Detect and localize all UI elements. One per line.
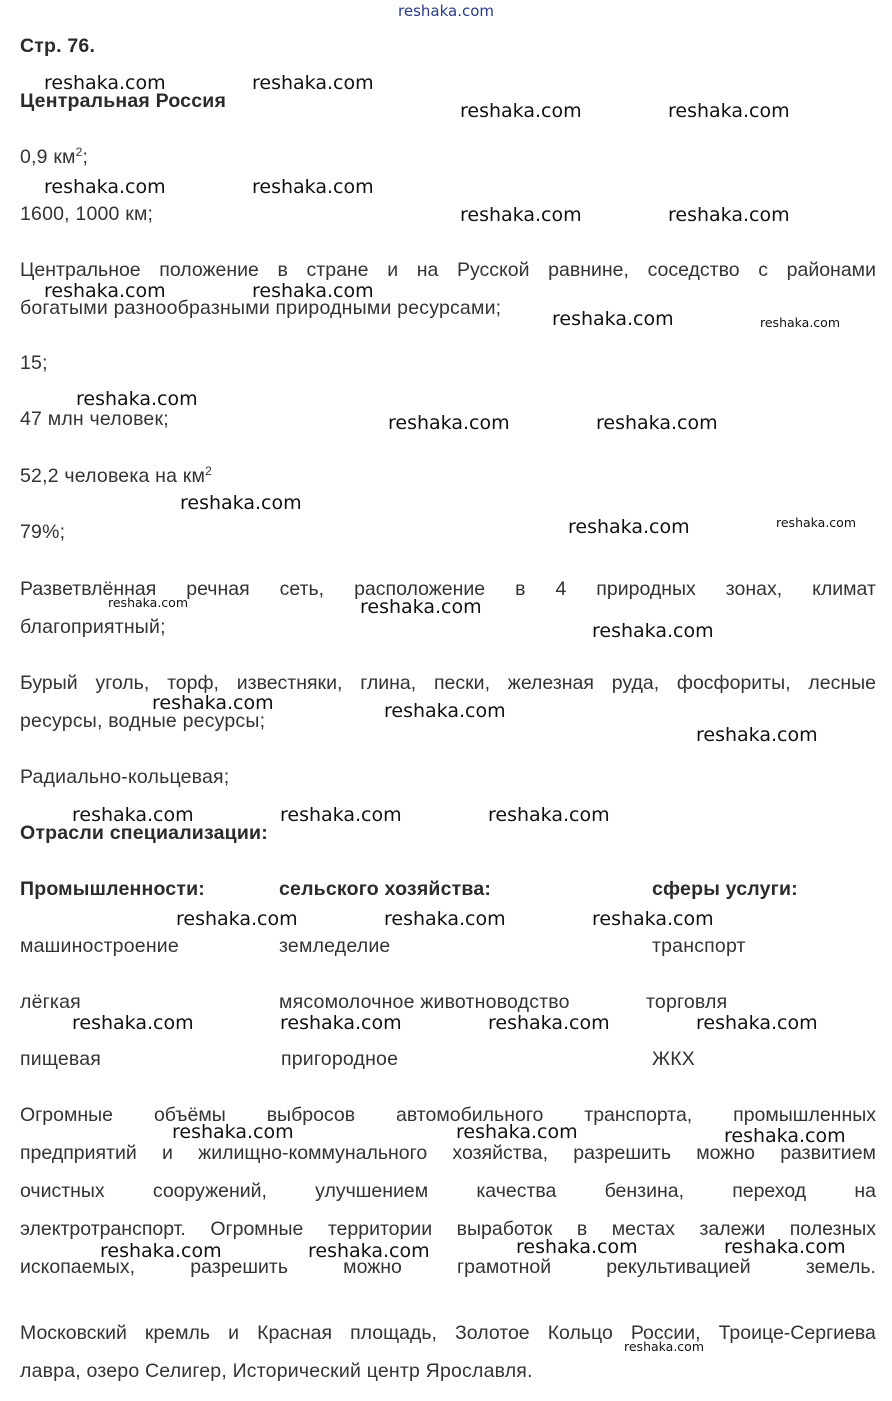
- watermark: reshaka.com: [252, 72, 374, 94]
- word: автомобильного: [396, 1104, 544, 1126]
- watermark-small: reshaka.com: [108, 595, 188, 610]
- area-sup: 2: [75, 145, 83, 159]
- word: известняки,: [236, 672, 343, 694]
- word: сооружений,: [152, 1180, 267, 1202]
- header-site-link[interactable]: reshaka.com: [398, 2, 494, 20]
- watermark: reshaka.com: [172, 1121, 294, 1143]
- watermark: reshaka.com: [724, 1236, 846, 1258]
- watermark-small: reshaka.com: [760, 315, 840, 330]
- watermark: reshaka.com: [280, 1012, 402, 1034]
- watermark: reshaka.com: [460, 100, 582, 122]
- word: торф,: [167, 672, 219, 694]
- position-line-2: богатыми разнообразными природными ресурсами;: [20, 297, 502, 319]
- watermark: reshaka.com: [360, 596, 482, 618]
- watermark: reshaka.com: [180, 492, 302, 514]
- watermark: reshaka.com: [552, 308, 674, 330]
- watermark: reshaka.com: [516, 1236, 638, 1258]
- attractions-line-1: [20, 1322, 876, 1344]
- word: электротранспорт.: [20, 1218, 186, 1240]
- word: на: [854, 1180, 876, 1202]
- word: разрешить: [190, 1256, 288, 1278]
- watermark: reshaka.com: [384, 700, 506, 722]
- word: стране: [306, 259, 369, 281]
- word: Золотое: [455, 1322, 530, 1344]
- word: Бурый: [20, 672, 78, 694]
- word: транспорта,: [584, 1104, 693, 1126]
- word: и: [162, 1142, 173, 1164]
- word: Огромные: [20, 1104, 114, 1126]
- position-line-1: [20, 259, 876, 281]
- watermark: reshaka.com: [724, 1125, 846, 1147]
- word: в: [515, 578, 526, 600]
- word: фосфориты,: [676, 672, 791, 694]
- word: хозяйства,: [452, 1142, 549, 1164]
- word: можно: [343, 1256, 402, 1278]
- agriculture-item: пригородное: [281, 1048, 399, 1070]
- word: руда,: [611, 672, 660, 694]
- watermark: reshaka.com: [384, 908, 506, 930]
- word: Троице-Сергиева: [718, 1322, 876, 1344]
- word: равнине,: [548, 259, 629, 281]
- word: соседство: [647, 259, 740, 281]
- watermark: reshaka.com: [592, 620, 714, 642]
- word: и: [228, 1322, 240, 1344]
- word: местах: [611, 1218, 676, 1240]
- density-number: 52,2 человека на км: [20, 465, 206, 487]
- watermark: reshaka.com: [456, 1121, 578, 1143]
- word: глина,: [360, 672, 417, 694]
- word: Разветвлённая: [20, 578, 157, 600]
- word: Московский: [20, 1322, 127, 1344]
- word: уголь,: [95, 672, 150, 694]
- natural-conditions-line-2: благоприятный;: [20, 616, 166, 638]
- watermark: reshaka.com: [308, 1240, 430, 1262]
- population-value: 47 млн человек;: [20, 408, 169, 430]
- word: улучшением: [315, 1180, 429, 1202]
- word: рекультивацией: [606, 1256, 751, 1278]
- word: железная: [507, 672, 594, 694]
- transport-network: Радиально-кольцевая;: [20, 766, 230, 788]
- watermark: reshaka.com: [44, 280, 166, 302]
- word: промышленных: [733, 1104, 876, 1126]
- word: в: [277, 259, 288, 281]
- word: Огромные: [210, 1218, 304, 1240]
- word: грамотной: [457, 1256, 552, 1278]
- word: и: [387, 259, 399, 281]
- column-agriculture-heading: сельского хозяйства:: [279, 878, 492, 900]
- resources-line-2: ресурсы, водные ресурсы;: [20, 710, 266, 732]
- industry-item: машиностроение: [20, 935, 179, 957]
- word: жилищно-коммунального: [198, 1142, 428, 1164]
- industry-item: пищевая: [20, 1048, 102, 1070]
- extent-value: 1600, 1000 км;: [20, 203, 154, 225]
- watermark: reshaka.com: [44, 176, 166, 198]
- watermark: reshaka.com: [696, 1012, 818, 1034]
- agriculture-item: мясомолочное животноводство: [279, 991, 570, 1013]
- word: ископаемых,: [20, 1256, 136, 1278]
- word: Центральное: [20, 259, 141, 281]
- word: районами: [786, 259, 876, 281]
- column-industry-heading: Промышленности:: [20, 878, 205, 900]
- watermark: reshaka.com: [488, 804, 610, 826]
- word: очистных: [20, 1180, 105, 1202]
- word: полезных: [789, 1218, 876, 1240]
- word: качества: [476, 1180, 557, 1202]
- column-services-heading: сферы услуги:: [652, 878, 798, 900]
- word: залежи: [699, 1218, 766, 1240]
- word: объёмы: [153, 1104, 226, 1126]
- watermark: reshaka.com: [592, 908, 714, 930]
- watermark: reshaka.com: [280, 804, 402, 826]
- watermark: reshaka.com: [152, 692, 274, 714]
- watermark: reshaka.com: [252, 176, 374, 198]
- word: кремль: [144, 1322, 211, 1344]
- word: 4: [555, 578, 567, 600]
- word: зонах,: [725, 578, 783, 600]
- subjects-count: 15;: [20, 352, 48, 374]
- word: природных: [596, 578, 696, 600]
- watermark: reshaka.com: [72, 1012, 194, 1034]
- watermark-small: reshaka.com: [776, 515, 856, 530]
- industry-item: лёгкая: [20, 991, 81, 1013]
- word: в: [576, 1218, 588, 1240]
- watermark: reshaka.com: [44, 72, 166, 94]
- word: Русской: [457, 259, 530, 281]
- watermark: reshaka.com: [668, 100, 790, 122]
- word: России,: [630, 1322, 701, 1344]
- word: расположение: [354, 578, 486, 600]
- word: предприятий: [20, 1142, 137, 1164]
- watermark: reshaka.com: [252, 280, 374, 302]
- urban-share: 79%;: [20, 521, 66, 543]
- word: разрешить: [573, 1142, 672, 1164]
- word: с: [758, 259, 768, 281]
- area-suffix: ;: [82, 146, 89, 168]
- word: положение: [159, 259, 259, 281]
- problems-line-1: [20, 1104, 876, 1126]
- word: Кольцо: [547, 1322, 613, 1344]
- region-title: Центральная Россия: [20, 90, 227, 112]
- watermark: reshaka.com: [488, 1012, 610, 1034]
- word: площадь,: [350, 1322, 437, 1344]
- watermark: reshaka.com: [100, 1240, 222, 1262]
- specialization-heading: Отрасли специализации:: [20, 822, 268, 844]
- word: переход: [732, 1180, 807, 1202]
- services-item: торговля: [646, 991, 728, 1013]
- density-sup: 2: [205, 464, 213, 478]
- watermark: reshaka.com: [388, 412, 510, 434]
- word: выработок: [456, 1218, 553, 1240]
- density-value: [20, 465, 212, 487]
- watermark: reshaka.com: [460, 204, 582, 226]
- word: речная: [186, 578, 250, 600]
- watermark: reshaka.com: [596, 412, 718, 434]
- word: выбросов: [266, 1104, 356, 1126]
- area-value: [20, 146, 88, 168]
- problems-line-3: [20, 1180, 876, 1202]
- resources-line-1: [20, 672, 876, 694]
- services-item: транспорт: [652, 935, 746, 957]
- watermark: reshaka.com: [72, 804, 194, 826]
- watermark: reshaka.com: [696, 724, 818, 746]
- word: можно: [696, 1142, 755, 1164]
- watermark-small: reshaka.com: [624, 1339, 704, 1354]
- word: климат: [812, 578, 876, 600]
- word: Красная: [257, 1322, 333, 1344]
- agriculture-item: земледелие: [279, 935, 391, 957]
- word: земель.: [805, 1256, 876, 1278]
- word: лесные: [808, 672, 876, 694]
- word: территории: [327, 1218, 433, 1240]
- word: на: [416, 259, 439, 281]
- page-label: Стр. 76.: [20, 35, 96, 57]
- area-number: 0,9 км: [20, 146, 76, 168]
- word: бензина,: [604, 1180, 685, 1202]
- word: сеть,: [279, 578, 325, 600]
- attractions-line-2: лавра, озеро Селигер, Исторический центр Ярославля.: [20, 1360, 533, 1382]
- watermark: reshaka.com: [668, 204, 790, 226]
- services-item: ЖКХ: [652, 1048, 695, 1070]
- word: пески,: [434, 672, 490, 694]
- watermark: reshaka.com: [76, 388, 198, 410]
- watermark: reshaka.com: [176, 908, 298, 930]
- watermark: reshaka.com: [568, 516, 690, 538]
- word: развитием: [780, 1142, 876, 1164]
